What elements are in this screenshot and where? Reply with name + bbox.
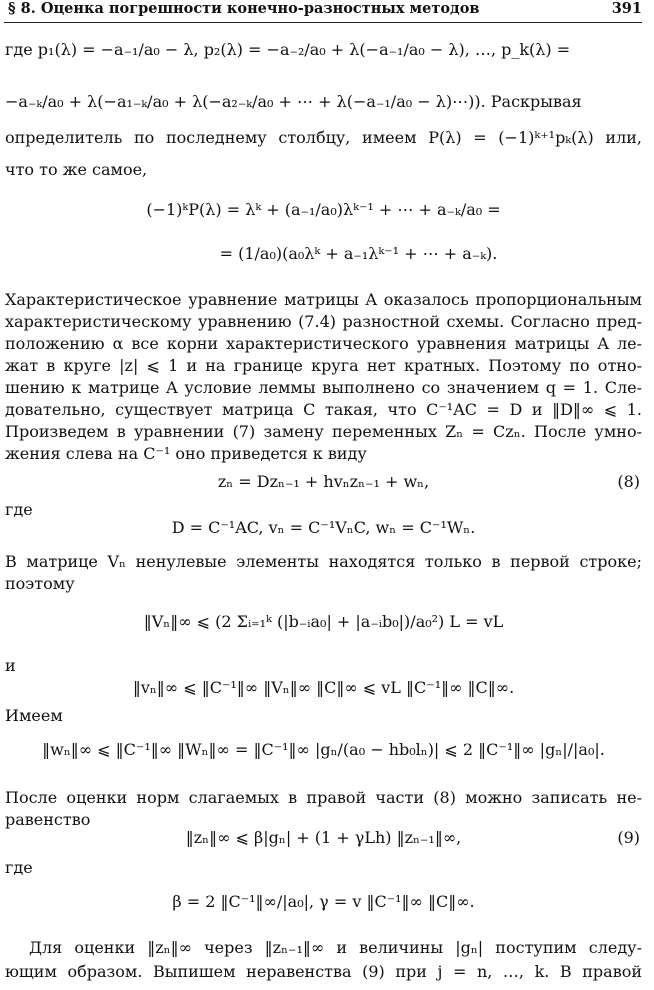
- text-line: где: [5, 500, 33, 519]
- text-line: довательно, существует матрица C такая, что C⁻¹AC = D и ‖D‖∞ ⩽ 1.: [5, 400, 642, 419]
- display-equation: ‖Vₙ‖∞ ⩽ (2 Σᵢ₌₁ᵏ (|b₋ᵢa₀| + |a₋ᵢb₀|)/a₀²) L = vL: [143, 612, 504, 631]
- text-line: равенство: [5, 810, 91, 829]
- text-line: поэтому: [5, 574, 75, 593]
- text-line: После оценки норм слагаемых в правой части (8) можно записать не-: [5, 788, 642, 807]
- text-line: Для оценки ‖zₙ‖∞ через ‖zₙ₋₁‖∞ и величины |gₙ| поступим следу-: [29, 938, 642, 957]
- text-line: шению к матрице A условие леммы выполнено со значением q = 1. Сле-: [5, 378, 642, 397]
- text-line: определитель по последнему столбцу, имеем P(λ) = (−1)ᵏ⁺¹pₖ(λ) или,: [5, 128, 642, 147]
- text-line: Имеем: [5, 706, 63, 725]
- equation-number: (8): [617, 472, 640, 491]
- display-equation: (−1)ᵏP(λ) = λᵏ + (a₋₁/a₀)λᵏ⁻¹ + ⋯ + a₋ₖ/a₀ =: [146, 200, 501, 219]
- text-line: положению α все корни характеристического уравнения матрицы A ле-: [5, 334, 642, 353]
- text-line: жат в круге |z| ⩽ 1 и на границе круга нет кратных. Поэтому по отно-: [5, 356, 642, 375]
- section-title: § 8. Оценка погрешности конечно-разностных методов: [8, 0, 480, 17]
- text-line: ющим образом. Выпишем неравенства (9) при j = n, …, k. В правой: [5, 962, 642, 981]
- running-header: [4, 0, 642, 23]
- text-line: и: [5, 656, 16, 675]
- display-equation: ‖zₙ‖∞ ⩽ β|gₙ| + (1 + γLh) ‖zₙ₋₁‖∞,: [185, 828, 462, 847]
- display-equation: ‖vₙ‖∞ ⩽ ‖C⁻¹‖∞ ‖Vₙ‖∞ ‖C‖∞ ⩽ vL ‖C⁻¹‖∞ ‖C‖∞.: [132, 678, 515, 697]
- text-line: что то же самое,: [5, 160, 148, 179]
- display-equation: = (1/a₀)(a₀λᵏ + a₋₁λᵏ⁻¹ + ⋯ + a₋ₖ).: [219, 244, 498, 263]
- text-line: где p₁(λ) = −a₋₁/a₀ − λ, p₂(λ) = −a₋₂/a₀ + λ(−a₋₁/a₀ − λ), …, p_k(λ) =: [5, 40, 571, 59]
- text-line: жения слева на C⁻¹ оно приведется к виду: [5, 444, 367, 463]
- text-line: Произведем в уравнении (7) замену переменных Zₙ = Czₙ. После умно-: [5, 422, 642, 441]
- text-line: В матрице Vₙ ненулевые элементы находятся только в первой строке;: [5, 552, 642, 571]
- page-number: 391: [611, 0, 642, 17]
- display-equation: zₙ = Dzₙ₋₁ + hvₙzₙ₋₁ + wₙ,: [217, 472, 430, 491]
- display-equation: D = C⁻¹AC, vₙ = C⁻¹VₙC, wₙ = C⁻¹Wₙ.: [171, 518, 476, 537]
- text-line: −a₋ₖ/a₀ + λ(−a₁₋ₖ/a₀ + λ(−a₂₋ₖ/a₀ + ⋯ + λ(−a₋₁/a₀ − λ)⋯)). Раскрывая: [5, 92, 582, 111]
- text-line: характеристическому уравнению (7.4) разностной схемы. Согласно пред-: [5, 312, 642, 331]
- text-line: Характеристическое уравнение матрицы A оказалось пропорциональным: [5, 290, 642, 309]
- display-equation: β = 2 ‖C⁻¹‖∞/|a₀|, γ = v ‖C⁻¹‖∞ ‖C‖∞.: [172, 892, 475, 911]
- display-equation: ‖wₙ‖∞ ⩽ ‖C⁻¹‖∞ ‖Wₙ‖∞ = ‖C⁻¹‖∞ |gₙ/(a₀ − hb₀lₙ)| ⩽ 2 ‖C⁻¹‖∞ |gₙ|/|a₀|.: [42, 740, 605, 759]
- equation-number: (9): [617, 828, 640, 847]
- text-line: где: [5, 858, 33, 877]
